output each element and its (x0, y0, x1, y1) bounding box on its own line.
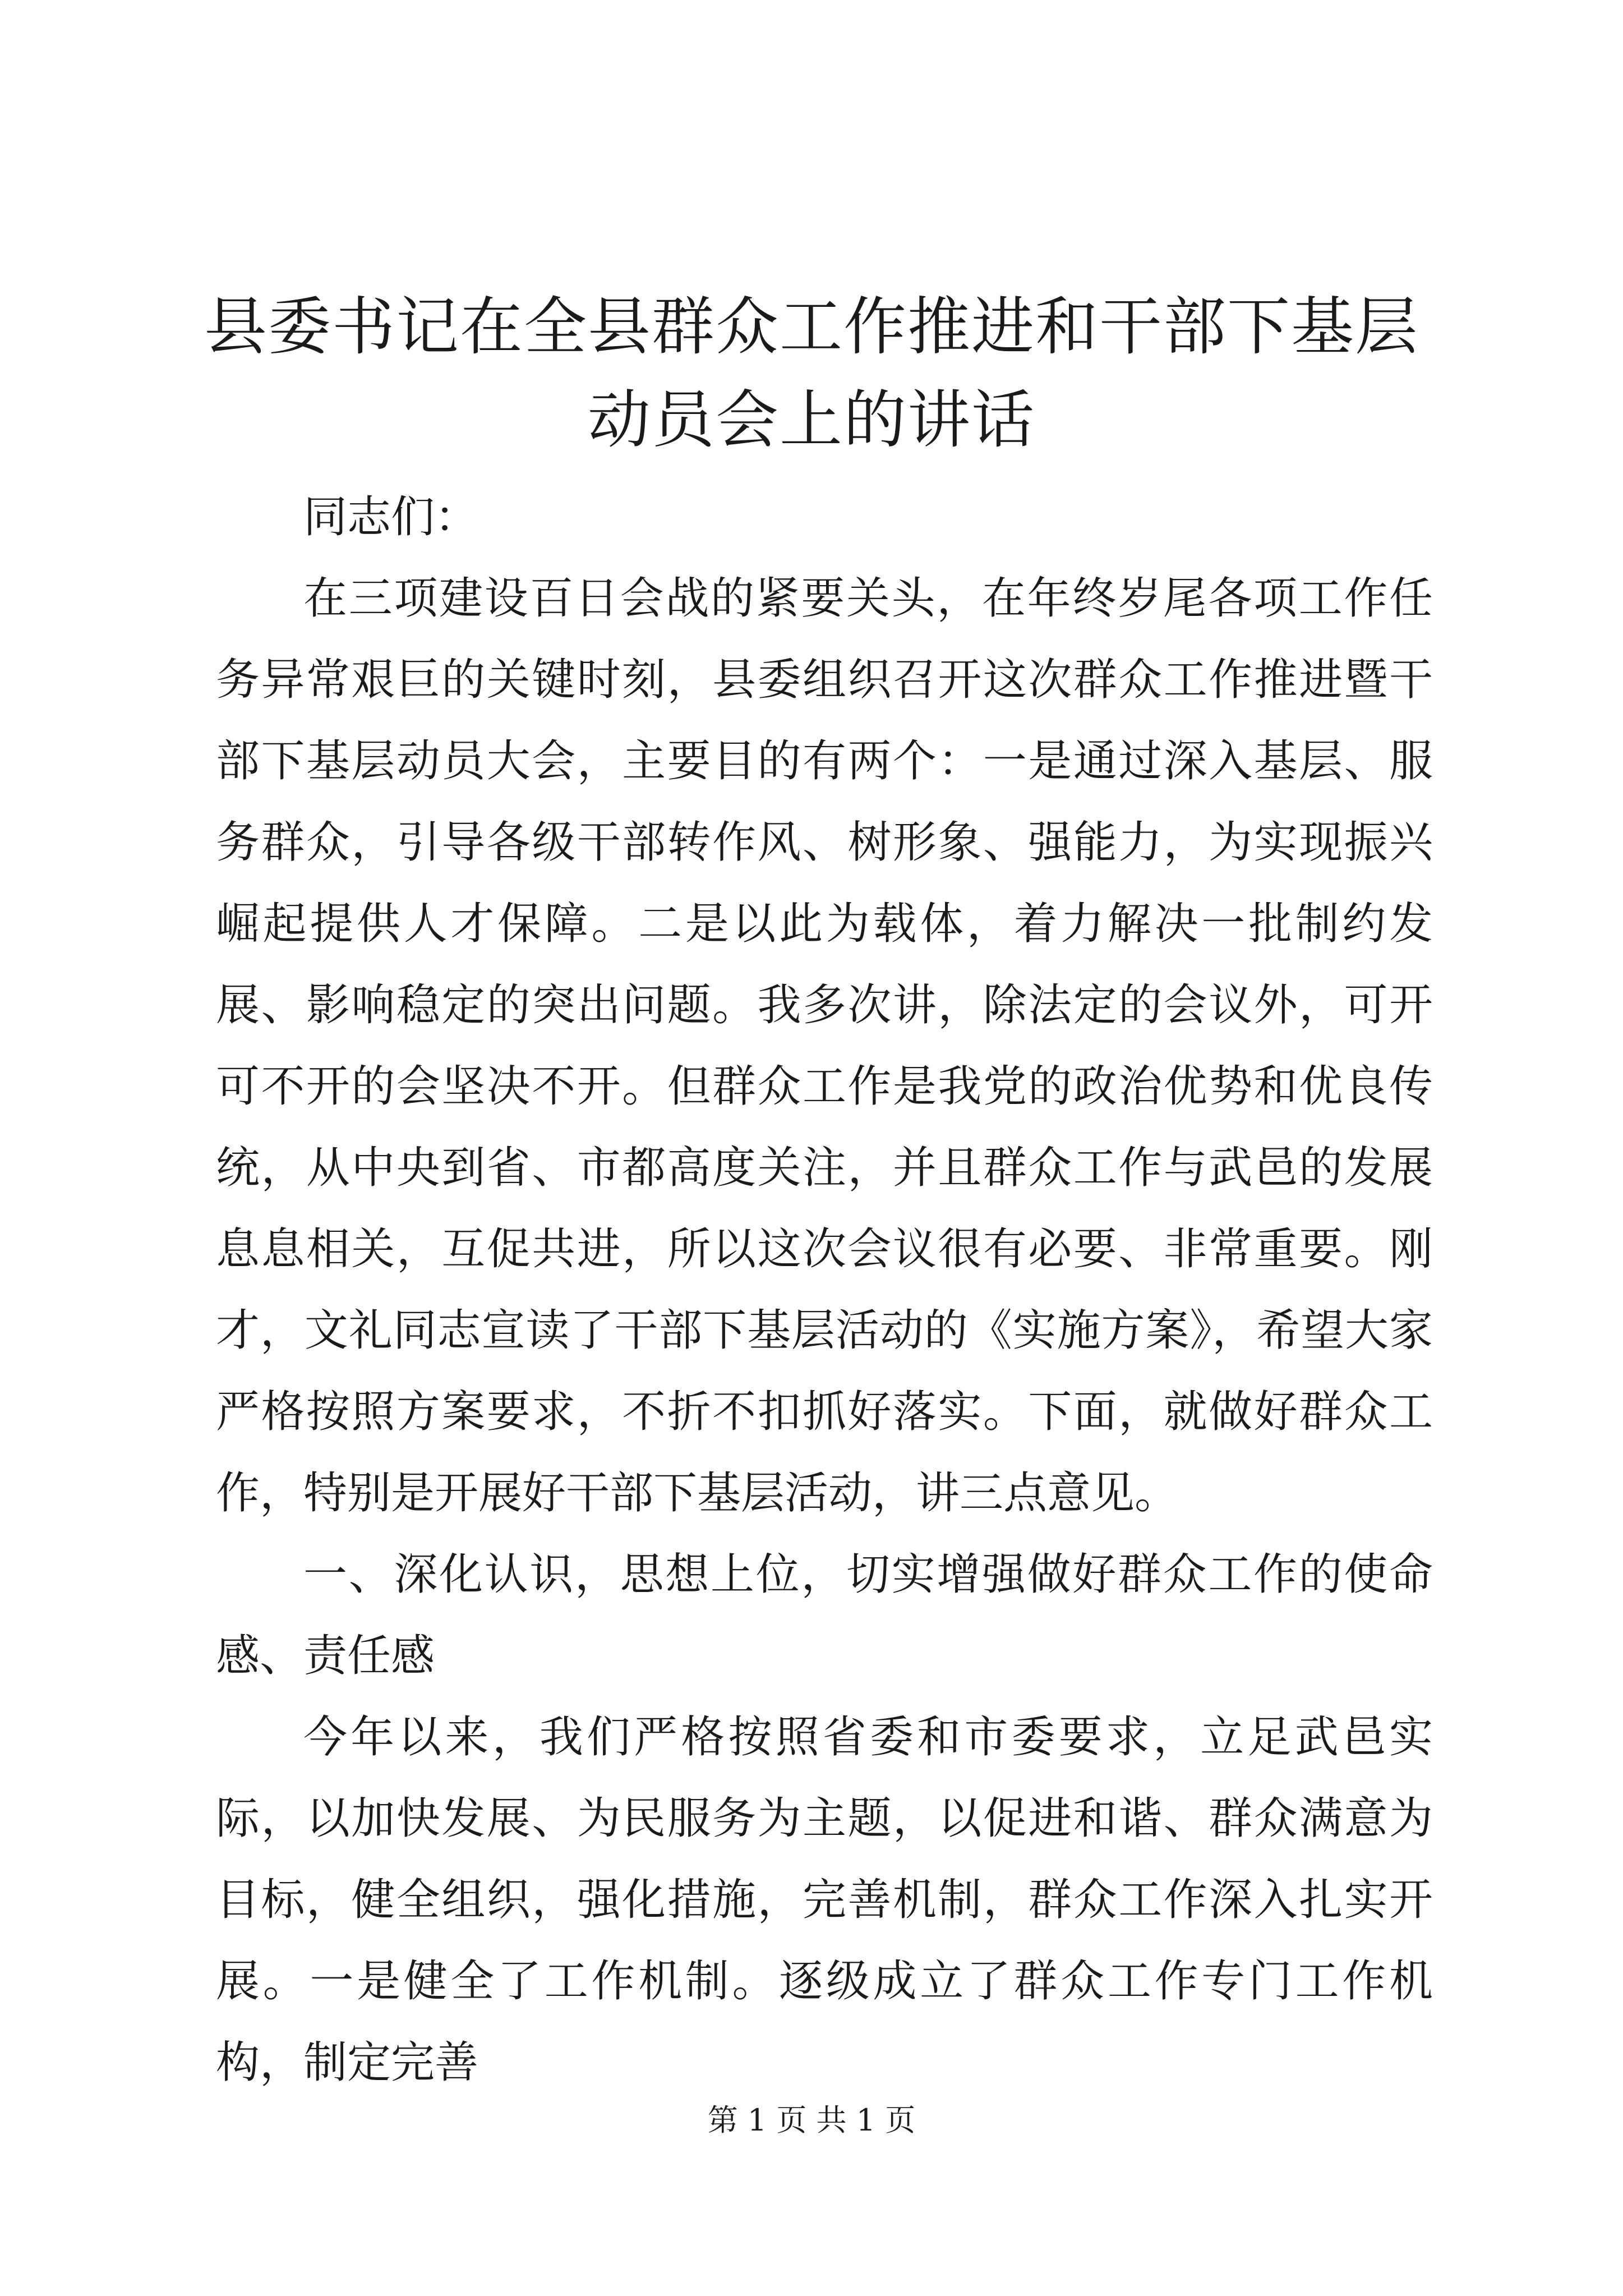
body-paragraph: 今年以来，我们严格按照省委和市委要求，立足武邑实际，以加快发展、为民服务为主题，以促进和谐、群众满意为目标，健全组织，强化措施，完善机制，群众工作深入扎实开展。一是健全了工作机制。逐级成立了群众工作专门工作机构，制定完善 (216, 1712, 1433, 2088)
document-body (216, 477, 1433, 2104)
document-title: 县委书记在全县群众工作推进和干部下基层动员会上的讲话 (204, 291, 1419, 457)
body-paragraph: 在三项建设百日会战的紧要关头，在年终岁尾各项工作任务异常艰巨的关键时刻，县委组织召开这次群众工作推进暨干部下基层动员大会，主要目的有两个：一是通过深入基层、服务群众，引导各级干部转作风、树形象、强能力，为实现振兴崛起提供人才保障。二是以此为载体，着力解决一批制约发展、影响稳定的突出问题。我多次讲，除法定的会议外，可开可不开的会坚决不开。但群众工作是我党的政治优势和优良传统，从中央到省、市都高度关注，并且群众工作与武邑的发展息息相关，互促共进，所以这次会议很有必要、非常重要。刚才，文礼同志宣读了干部下基层活动的《实施方案》，希望大家严格按照方案要求，不折不扣抓好落实。下面，就做好群众工作，特别是开展好干部下基层活动，讲三点意见。 (216, 573, 1433, 1519)
page-footer: 第 1 页 共 1 页 (707, 2102, 916, 2138)
salutation-paragraph: 同志们： (303, 492, 479, 542)
section-heading: 一、深化认识，思想上位，切实增强做好群众工作的使命感、责任感 (216, 1549, 1433, 1681)
